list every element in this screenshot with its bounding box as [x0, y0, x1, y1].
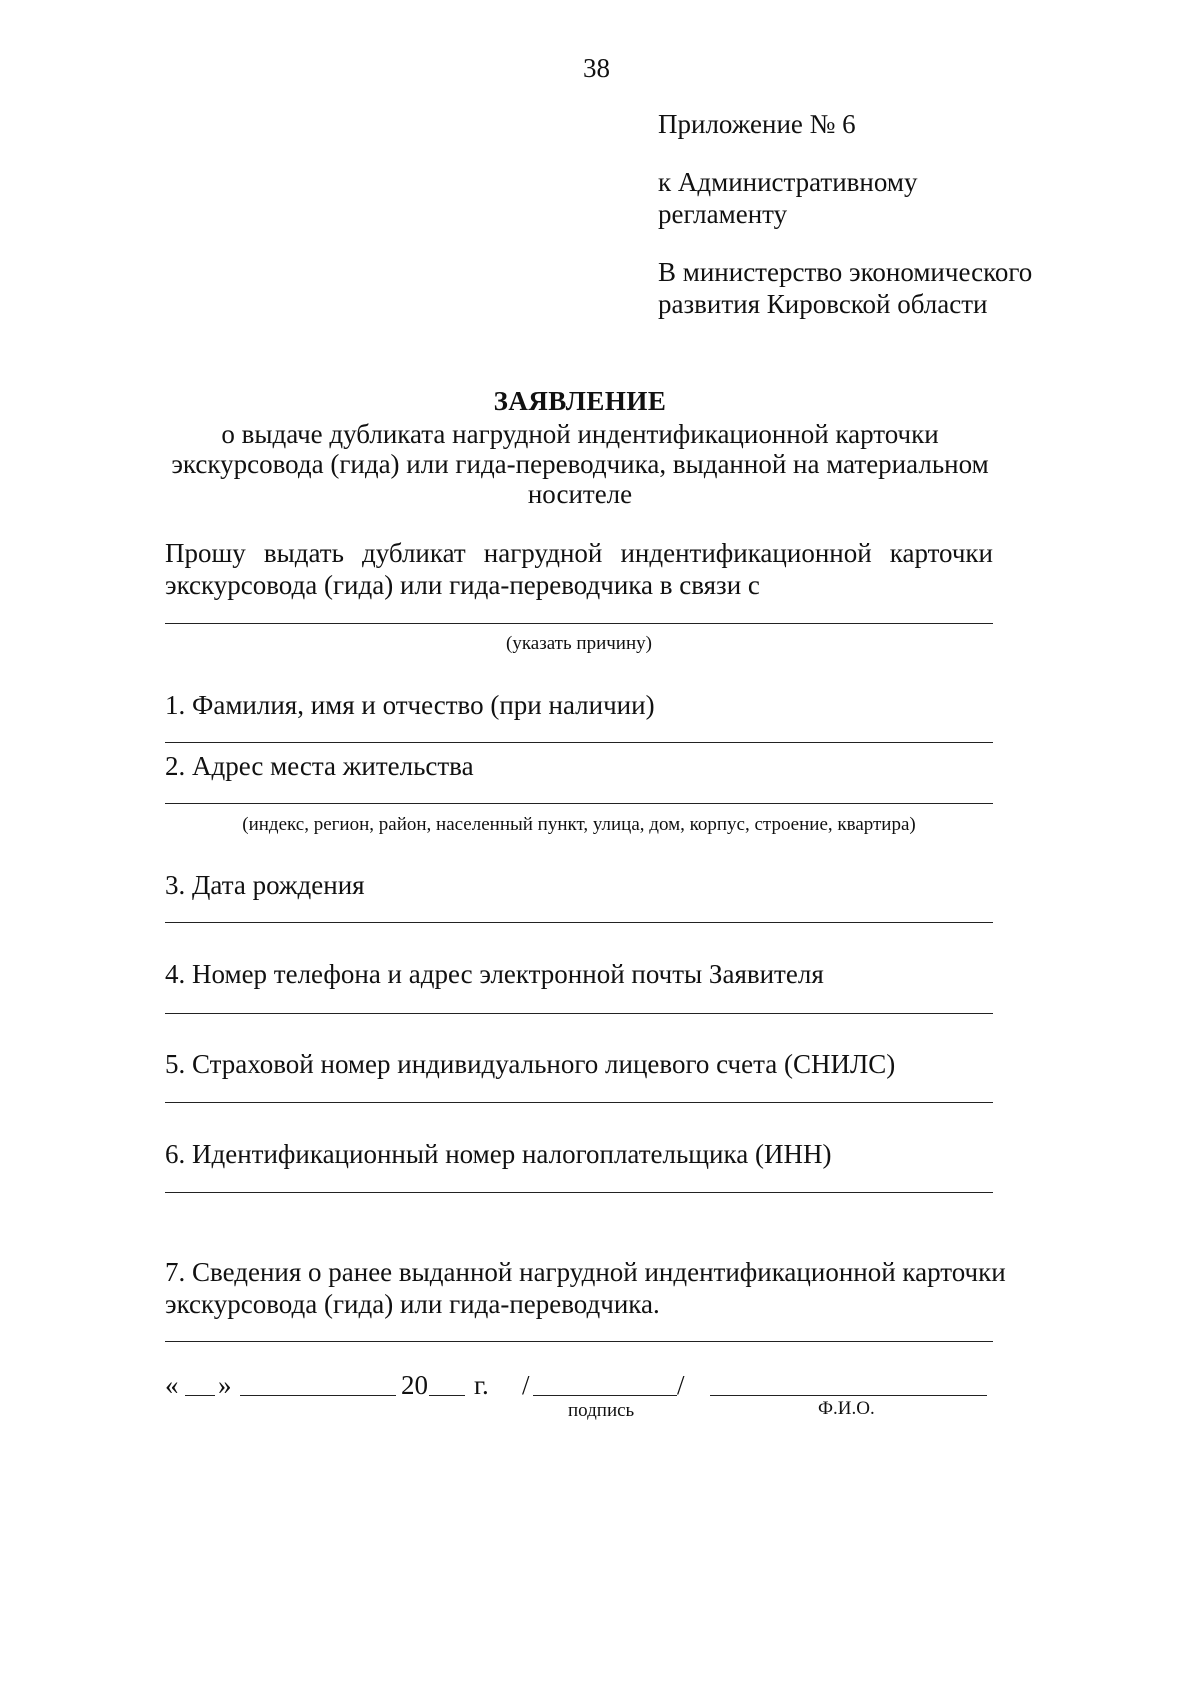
fio-caption: Ф.И.О.	[818, 1398, 875, 1419]
appendix-label: Приложение № 6	[658, 109, 856, 139]
fio-line[interactable]	[710, 1395, 987, 1396]
field-2-hint: (индекс, регион, район, населенный пункт, улица, дом, корпус, строение, квартира)	[242, 814, 916, 835]
reason-line[interactable]	[165, 623, 993, 624]
field-3-line[interactable]	[165, 922, 993, 923]
subtitle-line-1: о выдаче дубликата нагрудной индентификационной карточки	[221, 419, 939, 449]
field-7-line-2: экскурсовода (гида) или гида-переводчика.	[165, 1289, 660, 1319]
field-5-label: 5. Страховой номер индивидуального лицевого счета (СНИЛС)	[165, 1049, 896, 1079]
date-month-line[interactable]	[240, 1395, 396, 1396]
date-day-line[interactable]	[185, 1395, 215, 1396]
signature-slash-open: /	[522, 1370, 530, 1400]
field-4-label: 4. Номер телефона и адрес электронной почты Заявителя	[165, 959, 824, 989]
reason-hint: (указать причину)	[506, 633, 652, 654]
addressee-line-1: В министерство экономического	[658, 257, 1033, 287]
date-quote-close: »	[218, 1370, 232, 1400]
field-2-label: 2. Адрес места жительства	[165, 751, 474, 781]
signature-slash-close: /	[677, 1370, 685, 1400]
regulation-line-1: к Административному	[658, 167, 918, 197]
date-year-line[interactable]	[429, 1395, 465, 1396]
date-year-prefix: 20	[401, 1370, 428, 1400]
date-year-suffix: г.	[474, 1370, 489, 1400]
field-5-line[interactable]	[165, 1102, 993, 1103]
field-6-line[interactable]	[165, 1192, 993, 1193]
field-4-line[interactable]	[165, 1013, 993, 1014]
field-7-line-1: 7. Сведения о ранее выданной нагрудной индентификационной карточки	[165, 1257, 1006, 1287]
field-2-line[interactable]	[165, 803, 993, 804]
page-number: 38	[583, 53, 610, 83]
request-line-2: экскурсовода (гида) или гида-переводчика в связи с	[165, 570, 760, 600]
signature-line[interactable]	[533, 1395, 677, 1396]
regulation-line-2: регламенту	[658, 199, 788, 229]
date-quote-open: «	[165, 1370, 179, 1400]
subtitle-line-2: экскурсовода (гида) или гида-переводчика, выданной на материальном	[171, 449, 989, 479]
document-title: ЗАЯВЛЕНИЕ	[493, 386, 667, 416]
signature-caption: подпись	[568, 1400, 635, 1421]
field-1-line[interactable]	[165, 742, 993, 743]
field-3-label: 3. Дата рождения	[165, 870, 365, 900]
field-6-label: 6. Идентификационный номер налогоплательщика (ИНН)	[165, 1139, 832, 1169]
subtitle-line-3: носителе	[527, 479, 633, 509]
field-1-label: 1. Фамилия, имя и отчество (при наличии)	[165, 690, 655, 720]
addressee-line-2: развития Кировской области	[658, 289, 988, 319]
field-7-line[interactable]	[165, 1341, 993, 1342]
request-line-1: Прошу выдать дубликат нагрудной индентификационной карточки	[165, 538, 993, 568]
